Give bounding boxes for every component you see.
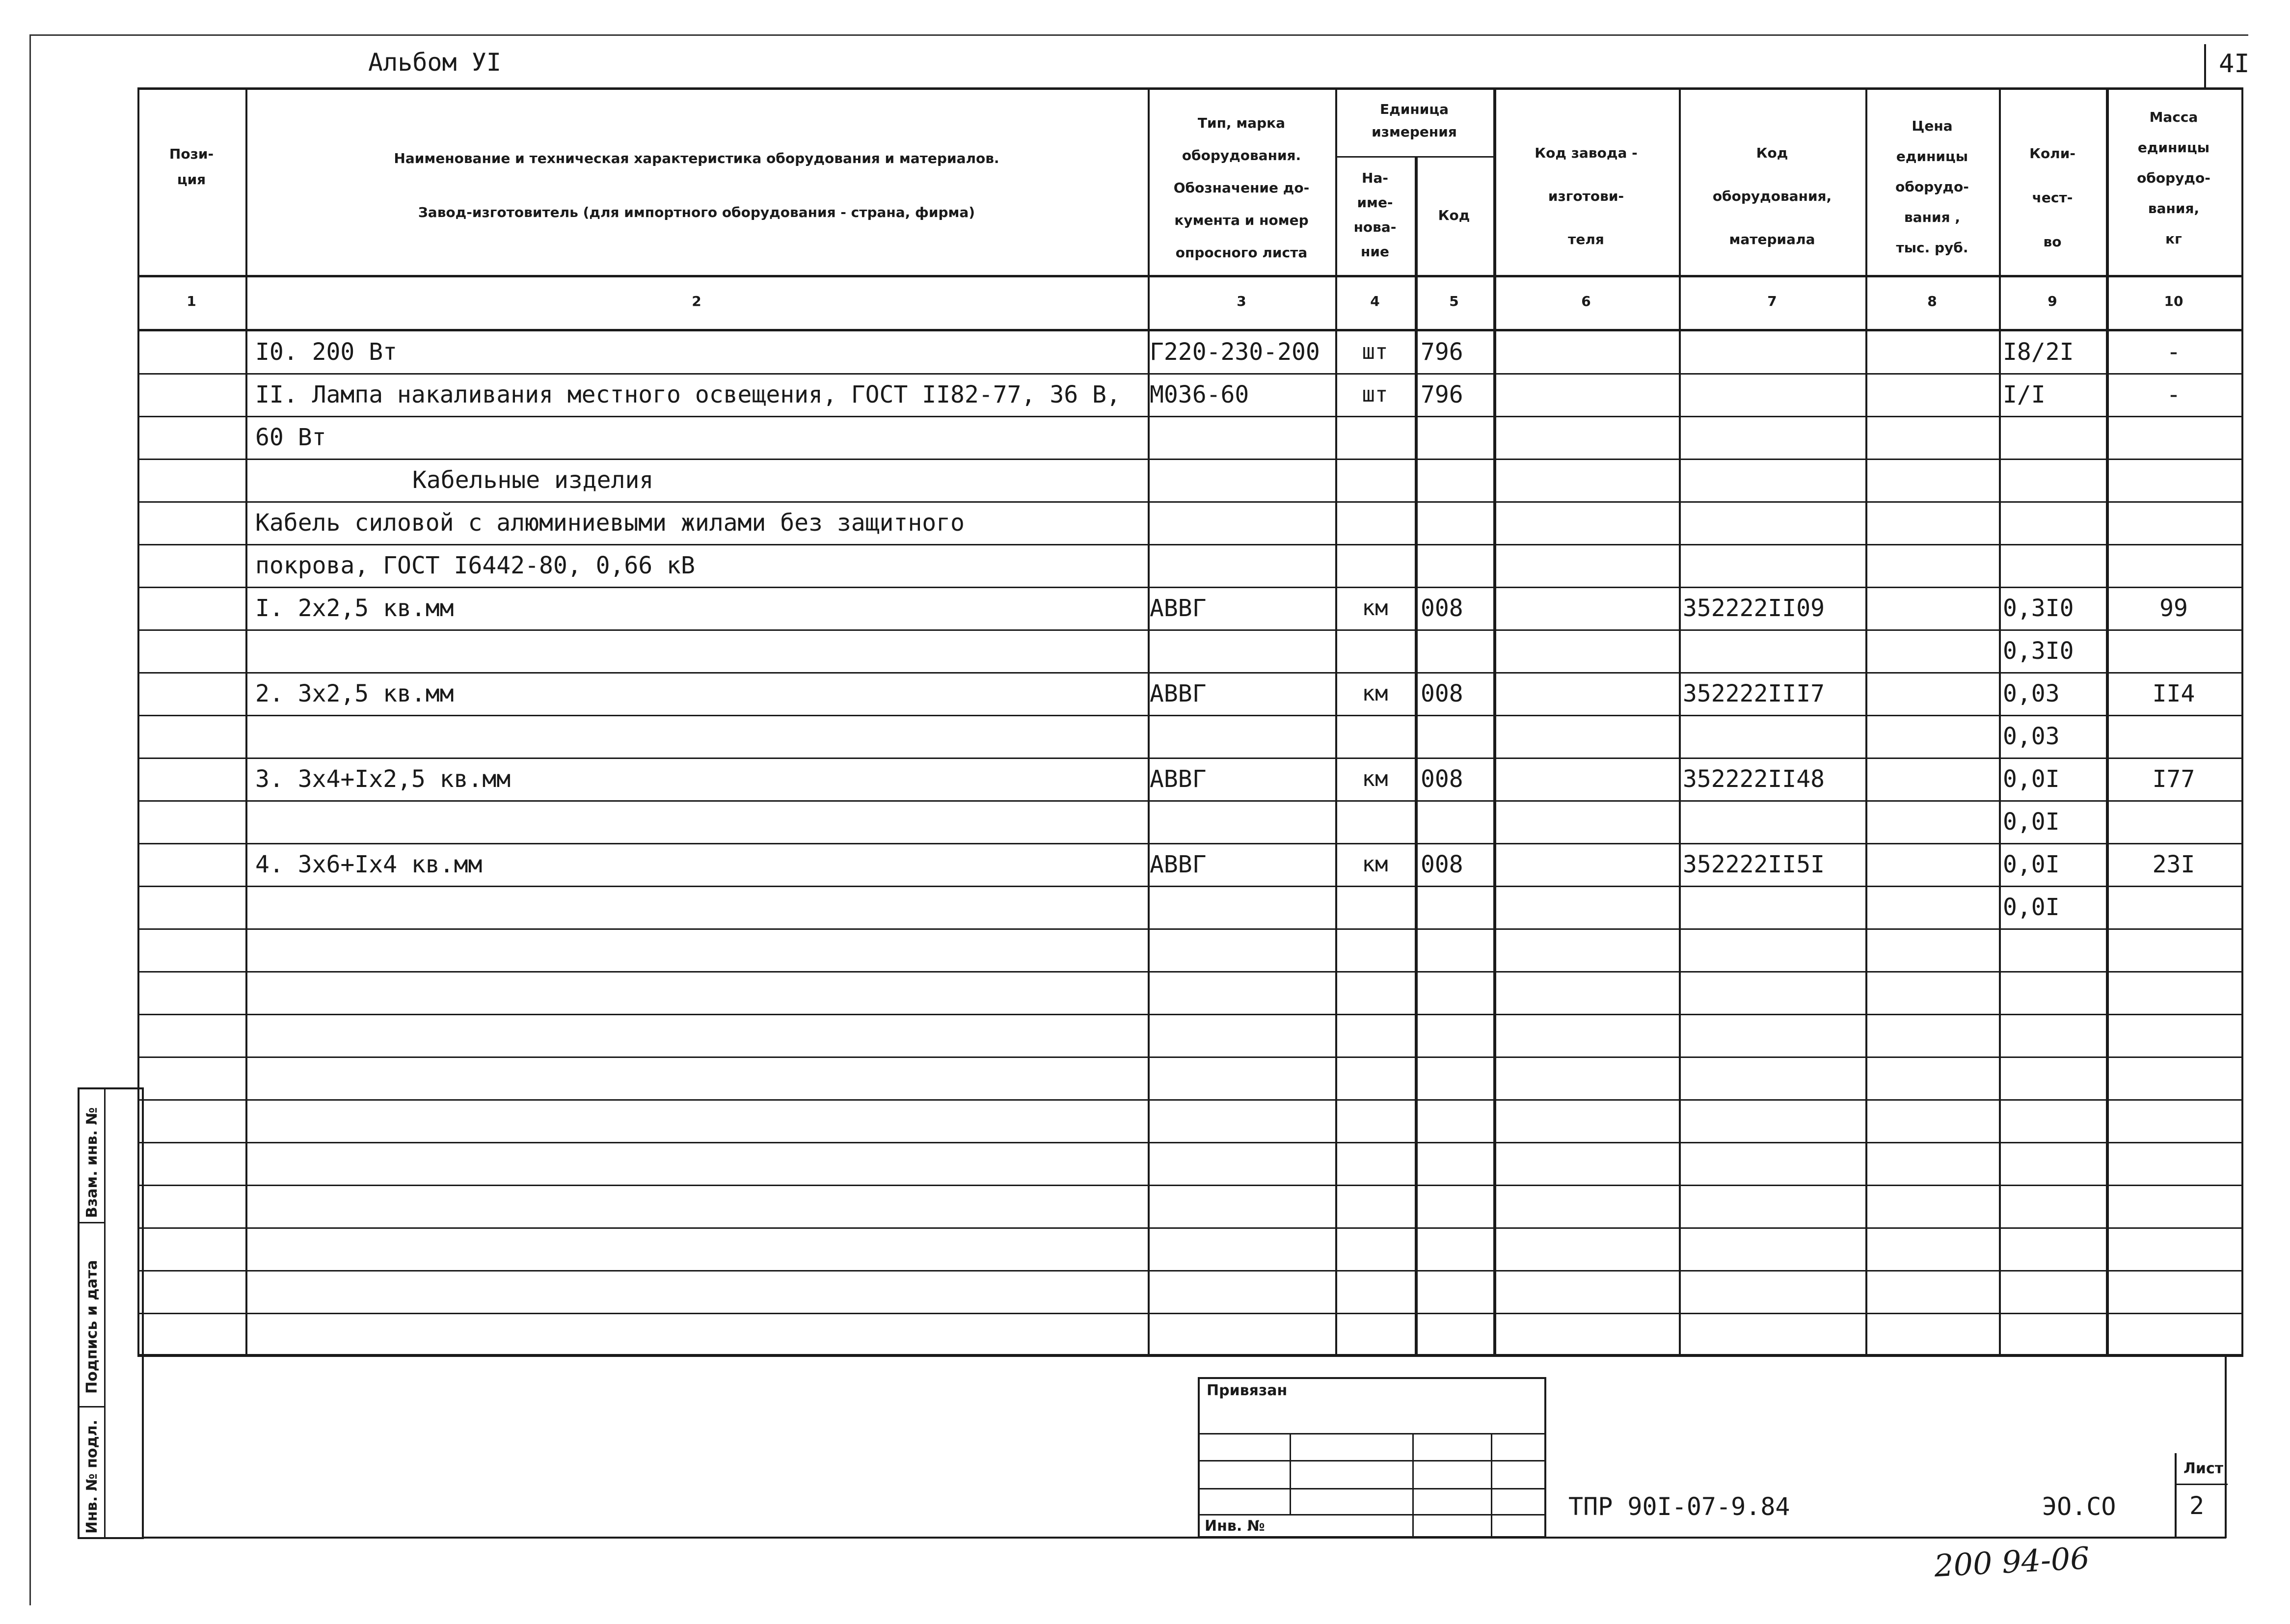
row-divider <box>137 587 2243 588</box>
bottom-frame-line <box>142 1537 2226 1539</box>
inv-label: Инв. № <box>1205 1517 1265 1535</box>
row-type: М036-60 <box>1150 381 1249 408</box>
row-material-code: 352222II5I <box>1683 851 1825 878</box>
row-name: I. 2х2,5 кв.мм <box>255 595 454 622</box>
row-code: 008 <box>1421 851 1463 878</box>
row-divider <box>137 1056 2243 1058</box>
row-name: Кабель силовой с алюминиевыми жилами без защитного <box>255 509 965 537</box>
unit-group-header: Единица измерения <box>1372 101 1457 140</box>
row-divider <box>137 800 2243 802</box>
row-name: II. Лампа накаливания местного освещения, ГОСТ II82-77, 36 В, <box>255 381 1121 408</box>
col-header-9: Коли- чест- во <box>2029 145 2075 250</box>
row-divider <box>137 672 2243 674</box>
row-divider <box>137 1227 2243 1229</box>
row-qty: 0,03 <box>2003 723 2060 750</box>
row-qty: 0,0I <box>2003 851 2060 878</box>
sheet-box <box>2175 1453 2228 1538</box>
side-label-inv-original: Инв. № подл. <box>83 1419 101 1534</box>
row-type: АВВГ <box>1150 765 1207 793</box>
row-type: АВВГ <box>1150 851 1207 878</box>
side-label-replaced-inv: Взам. инв. № <box>83 1107 101 1218</box>
col-num-3: 3 <box>1237 293 1246 309</box>
row-qty: I8/2I <box>2003 338 2074 366</box>
row-qty: I/I <box>2003 381 2046 408</box>
row-divider <box>137 971 2243 973</box>
row-divider <box>137 928 2243 930</box>
row-qty: 0,0I <box>2003 808 2060 836</box>
row-divider <box>137 1014 2243 1015</box>
row-code: 796 <box>1421 381 1463 408</box>
row-mass: 99 <box>2159 595 2188 622</box>
sheet-number: 2 <box>2189 1491 2205 1520</box>
col-header-8: Цена единицы оборудо- вания , тыс. руб. <box>1895 118 1969 256</box>
col-header-5: Код <box>1438 207 1470 223</box>
bound-label: Привязан <box>1207 1382 1288 1399</box>
row-divider <box>137 501 2243 503</box>
row-divider <box>137 373 2243 375</box>
specification-table <box>137 87 2243 1356</box>
col-num-2: 2 <box>692 293 701 309</box>
row-material-code: 352222III7 <box>1683 680 1825 707</box>
row-material-code: 352222II09 <box>1683 595 1825 622</box>
row-divider <box>137 715 2243 716</box>
row-qty: 0,03 <box>2003 680 2060 707</box>
col-num-10: 10 <box>2164 293 2183 309</box>
col-header-7: Код оборудования, материала <box>1712 145 1832 247</box>
sheet-label: Лист <box>2183 1460 2224 1477</box>
row-type: АВВГ <box>1150 595 1207 622</box>
col-header-6: Код завода - изготови- теля <box>1535 145 1638 247</box>
row-divider <box>137 1099 2243 1101</box>
row-unit: шт <box>1362 339 1388 364</box>
row-divider <box>137 544 2243 545</box>
row-name: Кабельные изделия <box>412 466 654 494</box>
album-label: Альбом УI <box>368 48 501 77</box>
row-divider <box>137 416 2243 417</box>
row-divider <box>137 1313 2243 1314</box>
row-material-code: 352222II48 <box>1683 765 1825 793</box>
row-name: 3. 3х4+Iх2,5 кв.мм <box>255 765 511 793</box>
row-code: 008 <box>1421 680 1463 707</box>
row-divider <box>137 1270 2243 1272</box>
row-mass: I77 <box>2152 765 2195 793</box>
table-bottom-border <box>137 1354 2243 1356</box>
col-num-1: 1 <box>187 293 196 309</box>
col-num-4: 4 <box>1370 293 1380 309</box>
row-qty: 0,0I <box>2003 893 2060 921</box>
row-name: 2. 3х2,5 кв.мм <box>255 680 454 707</box>
col-num-9: 9 <box>2048 293 2057 309</box>
page-frame-left <box>29 34 31 1605</box>
row-divider <box>137 843 2243 844</box>
header-bottom-border <box>137 275 2243 277</box>
table-body <box>137 331 2243 1356</box>
row-name: I0. 200 Вт <box>255 338 397 366</box>
doc-code: ТПР 90I-07-9.84 <box>1568 1492 1790 1521</box>
row-unit: км <box>1362 766 1388 791</box>
row-unit: км <box>1362 595 1388 621</box>
col-num-8: 8 <box>1927 293 1937 309</box>
row-name: 4. 3х6+Iх4 кв.мм <box>255 851 483 878</box>
row-code: 796 <box>1421 338 1463 366</box>
bound-stamp <box>1198 1377 1546 1538</box>
row-type: Г220-230-200 <box>1150 338 1320 366</box>
side-label-signature-date: Подпись и дата <box>83 1260 101 1394</box>
row-qty: 0,3I0 <box>2003 595 2074 622</box>
row-unit: км <box>1362 681 1388 706</box>
row-mass: - <box>2166 381 2181 408</box>
row-unit: км <box>1362 852 1388 877</box>
side-stamp <box>78 1087 144 1539</box>
row-divider <box>137 459 2243 460</box>
row-divider <box>137 629 2243 631</box>
row-name: 60 Вт <box>255 424 326 451</box>
row-unit: шт <box>1362 382 1388 407</box>
row-code: 008 <box>1421 595 1463 622</box>
col-header-10: Масса единицы оборудо- вания, кг <box>2137 109 2210 247</box>
row-name: покрова, ГОСТ I6442-80, 0,66 кВ <box>255 552 695 579</box>
col-header-1: Пози- ция <box>169 146 214 188</box>
row-qty: 0,3I0 <box>2003 637 2074 665</box>
row-divider <box>137 758 2243 759</box>
unit-group-divider <box>1335 156 1493 158</box>
row-code: 008 <box>1421 765 1463 793</box>
col-header-2: Наименование и техническая характеристика оборудования и материалов. Завод-изготовитель (для импортного оборудования - страна, фирма) <box>394 150 999 220</box>
row-qty: 0,0I <box>2003 765 2060 793</box>
col-num-5: 5 <box>1449 293 1459 309</box>
row-divider <box>137 1142 2243 1143</box>
page-number: 4I <box>2219 49 2250 79</box>
col-num-6: 6 <box>1581 293 1591 309</box>
row-mass: 23I <box>2152 851 2195 878</box>
doc-section: ЭО.СО <box>2042 1492 2116 1521</box>
row-divider <box>137 886 2243 887</box>
row-mass: - <box>2166 338 2181 366</box>
page-frame-top <box>29 34 2248 36</box>
col-header-4: На- име- нова- ние <box>1353 170 1397 260</box>
row-type: АВВГ <box>1150 680 1207 707</box>
col-header-3: Тип, марка оборудования. Обозначение до- кумента и номер опросного листа <box>1173 115 1310 261</box>
row-mass: II4 <box>2152 680 2195 707</box>
col-num-7: 7 <box>1767 293 1777 309</box>
handwritten-number: 200 94-06 <box>1933 1540 2091 1584</box>
table-top-border <box>137 87 2243 90</box>
row-divider <box>137 1185 2243 1186</box>
